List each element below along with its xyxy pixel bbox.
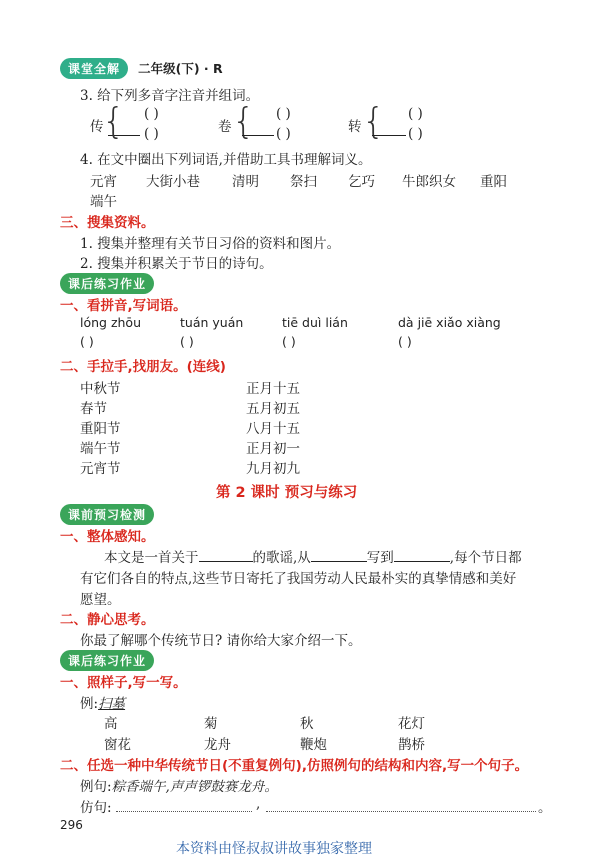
q4-word-3: 清明 [232,174,259,190]
q3-brace-3: { [362,101,385,142]
date-right-5[interactable]: 九月初九 [246,461,300,477]
q3-paren-2b[interactable]: ( ) [276,126,291,142]
section3-item-2: 2. 搜集并积累关于节日的诗句。 [80,256,273,272]
after-class-badge-1: 课后练习作业 [60,273,154,294]
q4-word-4: 祭扫 [290,174,317,190]
q3-char-1: 传 [90,119,104,135]
char-row2-2: 龙舟 [204,737,231,753]
blank-1[interactable] [199,550,253,562]
festival-left-4[interactable]: 端午节 [80,441,121,457]
pinyin-4: dà jiē xiǎo xiàng [398,315,501,330]
q4-word-7: 重阳 [480,174,507,190]
q3-blank-2[interactable] [242,124,274,136]
q4-word-1: 元宵 [90,174,117,190]
char-row1-1: 高 [104,716,118,732]
festival-left-1[interactable]: 中秋节 [80,381,121,397]
q3-paren-3b[interactable]: ( ) [408,126,423,142]
answer-bracket-1[interactable]: ( ) [80,334,94,349]
answer-bracket-3[interactable]: ( ) [282,334,296,349]
page-number: 296 [60,818,83,832]
after1-s2-title: 二、手拉手,找朋友。(连线) [60,359,226,375]
q4-word-2: 大街小巷 [146,174,200,190]
imitate-label: 仿句: [80,800,112,816]
blank-2[interactable] [311,550,367,562]
example-sentence: 例句:粽香端午,声声锣鼓赛龙舟。 [80,779,278,795]
q3-char-2: 卷 [218,119,232,135]
example-word: 扫墓 [98,696,126,712]
imitate-period: 。 [538,800,552,816]
char-row1-4: 花灯 [398,716,425,732]
answer-bracket-2[interactable]: ( ) [180,334,194,349]
after1-s1-title: 一、看拼音,写词语。 [60,298,187,314]
festival-left-2[interactable]: 春节 [80,401,107,417]
festival-left-5[interactable]: 元宵节 [80,461,121,477]
char-row1-2: 菊 [204,716,218,732]
preview-s2-title: 二、静心思考。 [60,612,155,628]
section3-title: 三、搜集资料。 [60,215,155,231]
q4-word-5: 乞巧 [348,174,375,190]
char-row1-3: 秋 [300,716,314,732]
q3-paren-3a[interactable]: ( ) [408,106,423,122]
blank-3[interactable] [394,550,450,562]
date-right-1[interactable]: 正月十五 [246,381,300,397]
char-row2-3: 鞭炮 [300,737,327,753]
preview-s2-text: 你最了解哪个传统节日? 请你给大家介绍一下。 [80,633,362,649]
q3-brace-2: { [232,101,255,142]
header [60,58,223,79]
q3-blank-3[interactable] [372,124,406,136]
date-right-2[interactable]: 五月初五 [246,401,300,417]
q3-items [88,101,508,144]
after-class-badge-2: 课后练习作业 [60,650,154,671]
header-badge: 课堂全解 [60,58,128,79]
q3-char-3: 转 [348,119,362,135]
section3-item-1: 1. 搜集并整理有关节日习俗的资料和图片。 [80,236,341,252]
answer-bracket-4[interactable]: ( ) [398,334,412,349]
pinyin-1: lóng zhōu [80,315,142,330]
pinyin-3: tiē duì lián [282,315,348,330]
imitate-input-1[interactable] [116,800,252,812]
date-right-3[interactable]: 八月十五 [246,421,300,437]
grade-label: 二年级(下) · R [138,61,223,76]
after2-s1-title: 一、照样子,写一写。 [60,675,187,691]
lesson-title: 第 2 课时 预习与练习 [216,485,358,501]
char-row2-4: 鹊桥 [398,737,425,753]
preview-s1-title: 一、整体感知。 [60,529,155,545]
preview-badge: 课前预习检测 [60,504,154,525]
q3-paren-1a[interactable]: ( ) [144,106,159,122]
q3-paren-1b[interactable]: ( ) [144,126,159,142]
imitate-input-2[interactable] [266,800,536,812]
preview-para-line2: 有它们各自的特点,这些节日寄托了我国劳动人民最朴实的真挚情感和美好 [80,571,517,587]
q4-title: 4. 在文中圈出下列词语,并借助工具书理解词义。 [80,152,372,168]
char-row2-1: 窗花 [104,737,131,753]
example-line: 例:扫墓 [80,696,126,712]
q4-word-6: 牛郎织女 [402,174,456,190]
imitate-comma: , [256,796,261,812]
footer-note: 本资料由怪叔叔讲故事独家整理 [176,841,372,857]
q4-word-8: 端午 [90,194,117,210]
festival-left-3[interactable]: 重阳节 [80,421,121,437]
q3-brace-1: { [102,101,125,142]
preview-para-line1: 本文是一首关于 的歌谣,从 写到 ,每个节日都 [104,550,522,566]
pinyin-2: tuán yuán [180,315,244,330]
q3-paren-2a[interactable]: ( ) [276,106,291,122]
after2-s2-title: 二、任选一种中华传统节日(不重复例句),仿照例句的结构和内容,写一个句子。 [60,758,529,774]
preview-para-line3: 愿望。 [80,592,121,608]
date-right-4[interactable]: 正月初一 [246,441,300,457]
q3-title: 3. 给下列多音字注音并组词。 [80,88,260,104]
